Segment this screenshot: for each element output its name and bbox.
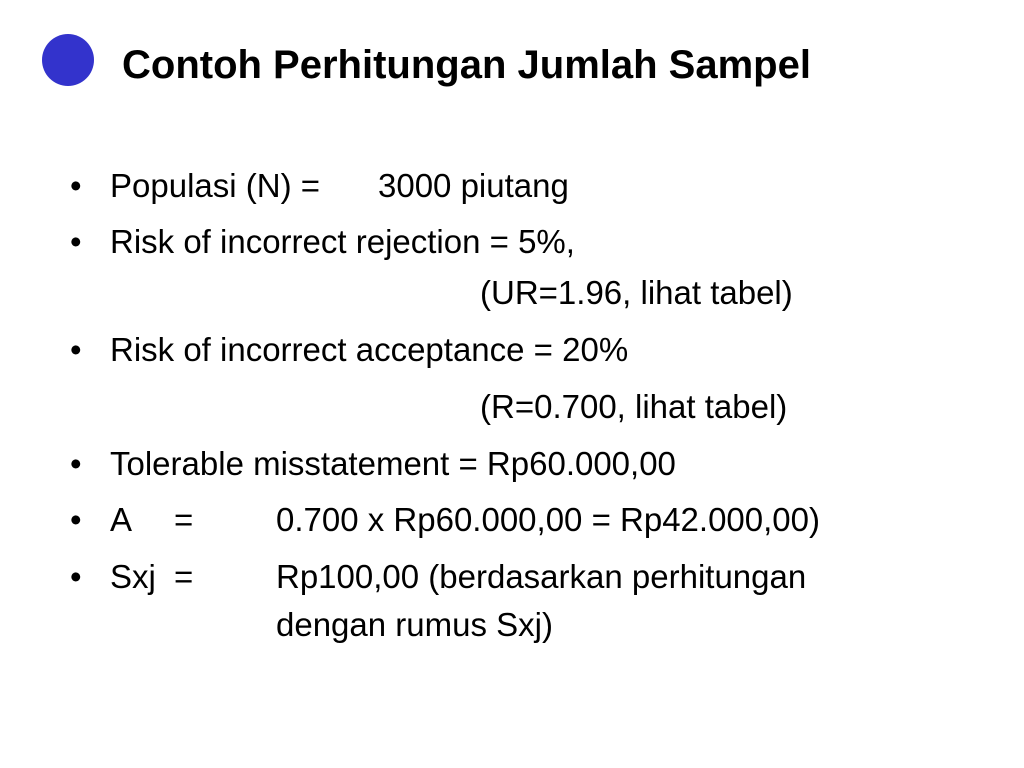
tolerable-misstatement-text: Tolerable misstatement = Rp60.000,00: [110, 445, 676, 482]
bullet-icon: •: [70, 501, 82, 538]
slide-title: Contoh Perhitungan Jumlah Sampel: [122, 43, 811, 87]
a-equals: =: [174, 501, 194, 538]
bullet-icon: •: [70, 223, 82, 260]
bullet-icon: •: [70, 167, 82, 204]
sxj-value: Rp100,00 (berdasarkan perhitungan: [276, 558, 807, 595]
a-label: A: [110, 501, 133, 538]
bullet-icon: •: [70, 331, 82, 368]
a-value: 0.700 x Rp60.000,00 = Rp42.000,00): [276, 501, 821, 538]
risk-rejection-text: Risk of incorrect rejection = 5%,: [110, 223, 575, 260]
risk-acceptance-note: (R=0.700, lihat tabel): [480, 388, 788, 425]
bullet-icon: •: [70, 558, 82, 595]
sxj-label: Sxj: [110, 558, 156, 595]
populasi-label: Populasi (N) =: [110, 167, 321, 204]
sxj-note: dengan rumus Sxj): [276, 606, 553, 643]
bullet-icon: •: [70, 445, 82, 482]
populasi-value: 3000 piutang: [378, 167, 569, 204]
risk-acceptance-text: Risk of incorrect acceptance = 20%: [110, 331, 629, 368]
sxj-equals: =: [174, 558, 194, 595]
risk-rejection-note: (UR=1.96, lihat tabel): [480, 274, 793, 311]
